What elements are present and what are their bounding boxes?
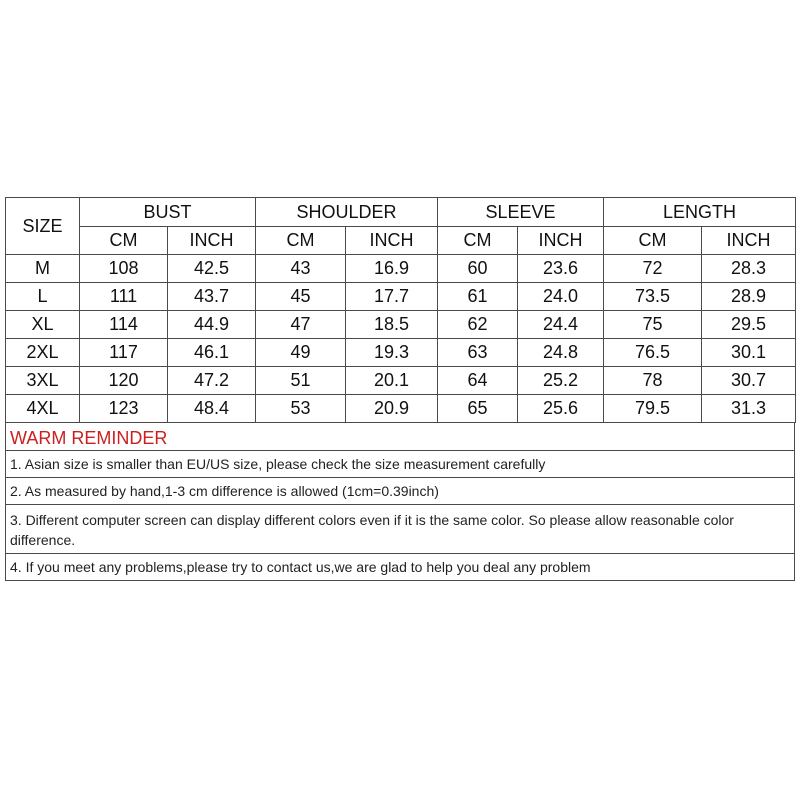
measurement-cell: 28.3 — [702, 255, 796, 283]
measurement-cell: 18.5 — [346, 311, 438, 339]
measurement-cell: 45 — [256, 283, 346, 311]
measurement-cell: 31.3 — [702, 395, 796, 423]
reminder-note-2: 2. As measured by hand,1-3 cm difference is allowed (1cm=0.39inch) — [5, 477, 795, 505]
measurement-cell: 65 — [438, 395, 518, 423]
table-row — [6, 395, 796, 423]
measurement-cell: 79.5 — [604, 395, 702, 423]
measurement-cell: 30.7 — [702, 367, 796, 395]
table-row — [6, 367, 796, 395]
table-row — [6, 283, 796, 311]
size-table — [5, 197, 796, 423]
group-header-row — [6, 198, 796, 227]
measurement-cell: 49 — [256, 339, 346, 367]
table-row — [6, 311, 796, 339]
unit-header: CM — [438, 227, 518, 255]
warm-reminder-title: WARM REMINDER — [5, 423, 795, 451]
measurement-cell: 42.5 — [168, 255, 256, 283]
measurement-cell: 24.8 — [518, 339, 604, 367]
bust-header: BUST — [80, 198, 256, 227]
table-row — [6, 339, 796, 367]
measurement-cell: 43 — [256, 255, 346, 283]
measurement-cell: 62 — [438, 311, 518, 339]
measurement-cell: 25.6 — [518, 395, 604, 423]
measurement-cell: 47.2 — [168, 367, 256, 395]
measurement-cell: 78 — [604, 367, 702, 395]
measurement-cell: 63 — [438, 339, 518, 367]
measurement-cell: 60 — [438, 255, 518, 283]
measurement-cell: 28.9 — [702, 283, 796, 311]
length-header: LENGTH — [604, 198, 796, 227]
unit-header: INCH — [518, 227, 604, 255]
measurement-cell: 43.7 — [168, 283, 256, 311]
measurement-cell: 24.4 — [518, 311, 604, 339]
measurement-cell: 47 — [256, 311, 346, 339]
measurement-cell: 120 — [80, 367, 168, 395]
measurement-cell: 114 — [80, 311, 168, 339]
measurement-cell: 30.1 — [702, 339, 796, 367]
measurement-cell: 108 — [80, 255, 168, 283]
measurement-cell: 24.0 — [518, 283, 604, 311]
measurement-cell: 73.5 — [604, 283, 702, 311]
measurement-cell: 29.5 — [702, 311, 796, 339]
unit-header: CM — [256, 227, 346, 255]
size-cell: 2XL — [6, 339, 80, 367]
measurement-cell: 72 — [604, 255, 702, 283]
size-column-header: SIZE — [6, 198, 80, 255]
unit-header: CM — [80, 227, 168, 255]
measurement-cell: 51 — [256, 367, 346, 395]
measurement-cell: 25.2 — [518, 367, 604, 395]
unit-header: INCH — [168, 227, 256, 255]
measurement-cell: 61 — [438, 283, 518, 311]
measurement-cell: 76.5 — [604, 339, 702, 367]
size-chart — [5, 197, 795, 581]
measurement-cell: 20.9 — [346, 395, 438, 423]
size-cell: L — [6, 283, 80, 311]
unit-header: CM — [604, 227, 702, 255]
measurement-cell: 44.9 — [168, 311, 256, 339]
unit-header-row — [6, 227, 796, 255]
size-cell: XL — [6, 311, 80, 339]
table-row — [6, 255, 796, 283]
shoulder-header: SHOULDER — [256, 198, 438, 227]
unit-header: INCH — [702, 227, 796, 255]
measurement-cell: 53 — [256, 395, 346, 423]
measurement-cell: 123 — [80, 395, 168, 423]
size-cell: 4XL — [6, 395, 80, 423]
measurement-cell: 20.1 — [346, 367, 438, 395]
size-cell: 3XL — [6, 367, 80, 395]
size-cell: M — [6, 255, 80, 283]
measurement-cell: 117 — [80, 339, 168, 367]
reminder-note-3: 3. Different computer screen can display different colors even if it is the same color. So please allow reasonable color difference. — [5, 504, 795, 554]
measurement-cell: 16.9 — [346, 255, 438, 283]
unit-header: INCH — [346, 227, 438, 255]
reminder-note-1: 1. Asian size is smaller than EU/US size, please check the size measurement carefully — [5, 450, 795, 478]
measurement-cell: 75 — [604, 311, 702, 339]
reminder-note-4: 4. If you meet any problems,please try to contact us,we are glad to help you deal any problem — [5, 553, 795, 581]
sleeve-header: SLEEVE — [438, 198, 604, 227]
measurement-cell: 48.4 — [168, 395, 256, 423]
measurement-cell: 111 — [80, 283, 168, 311]
measurement-cell: 17.7 — [346, 283, 438, 311]
measurement-cell: 64 — [438, 367, 518, 395]
measurement-cell: 46.1 — [168, 339, 256, 367]
measurement-cell: 23.6 — [518, 255, 604, 283]
measurement-cell: 19.3 — [346, 339, 438, 367]
size-rows — [6, 255, 796, 423]
